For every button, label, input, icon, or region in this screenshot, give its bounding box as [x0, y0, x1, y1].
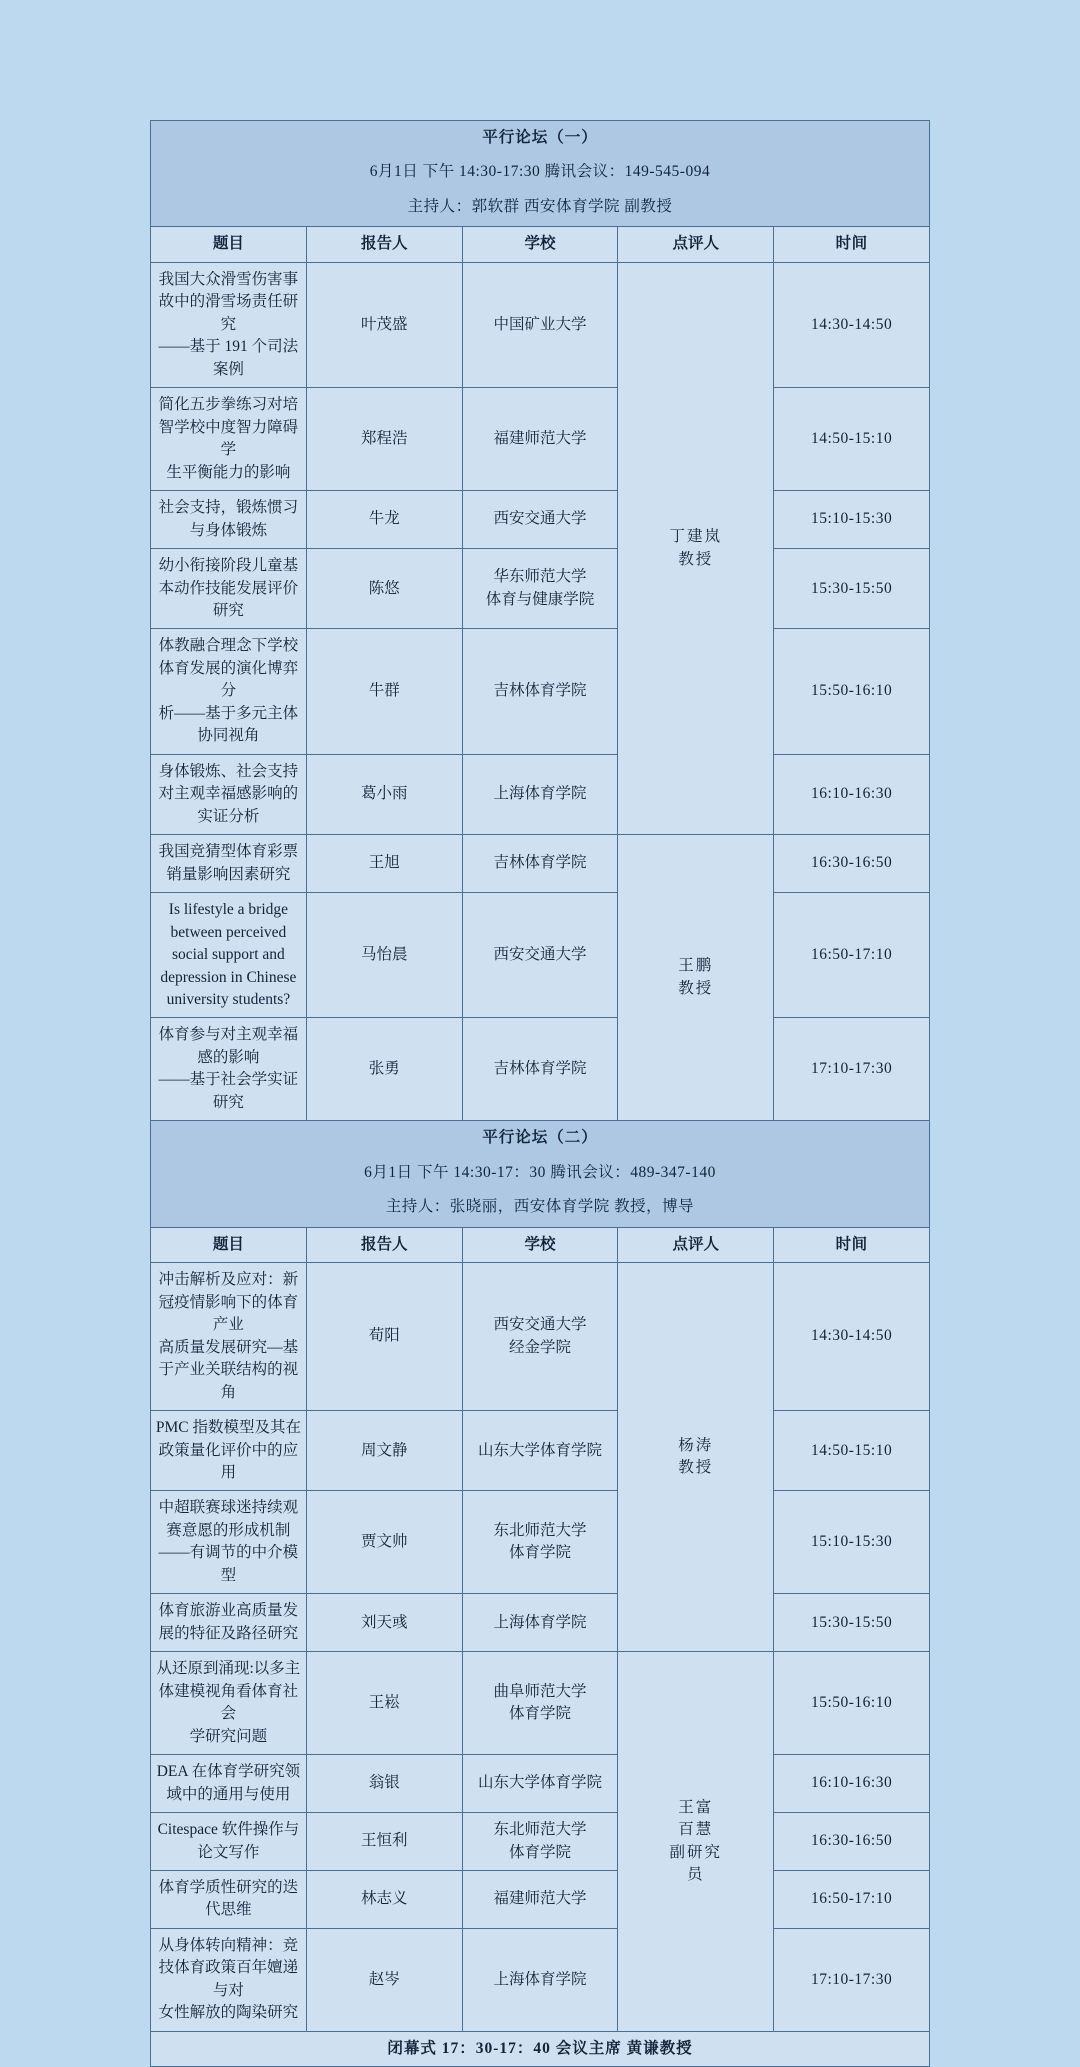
session-school: 吉林体育学院 — [462, 1018, 618, 1121]
session-title: Is lifestyle a bridge between perceived social support and depression in Chinese university students? — [151, 893, 307, 1018]
table-row — [151, 491, 930, 549]
schedule-table — [150, 120, 930, 2067]
forum-host-row — [151, 1190, 930, 1227]
session-speaker: 林志义 — [306, 1871, 462, 1929]
session-time: 15:50-16:10 — [774, 1652, 930, 1755]
session-time: 16:50-17:10 — [774, 893, 930, 1018]
session-title: 身体锻炼、社会支持对主观幸福感影响的 实证分析 — [151, 754, 307, 834]
session-school: 福建师范大学 — [462, 1871, 618, 1929]
forum-host: 主持人：张晓丽，西安体育学院 教授，博导 — [151, 1190, 930, 1227]
closing-row — [151, 2031, 930, 2066]
column-header-row — [151, 227, 930, 262]
session-time: 14:50-15:10 — [774, 388, 930, 491]
session-title: 我国大众滑雪伤害事故中的滑雪场责任研究 ——基于 191 个司法案例 — [151, 262, 307, 387]
forum-datetime-meeting: 6月1日 下午 14:30-17:30 腾讯会议：149-545-094 — [151, 155, 930, 189]
column-header-reviewer: 点评人 — [618, 227, 774, 262]
forum-title: 平行论坛（二） — [151, 1121, 930, 1156]
session-reviewer: 王富 百慧 副研究 员 — [618, 1652, 774, 2032]
session-reviewer: 杨涛 教授 — [618, 1263, 774, 1652]
session-title: PMC 指数模型及其在政策量化评价中的应用 — [151, 1411, 307, 1491]
session-time: 16:50-17:10 — [774, 1871, 930, 1929]
session-school: 西安交通大学 — [462, 491, 618, 549]
session-school: 华东师范大学 体育与健康学院 — [462, 549, 618, 629]
session-speaker: 马怡晨 — [306, 893, 462, 1018]
table-row — [151, 549, 930, 629]
column-header-speaker: 报告人 — [306, 1227, 462, 1262]
session-school: 东北师范大学 体育学院 — [462, 1813, 618, 1871]
session-title: 社会支持，锻炼惯习与身体锻炼 — [151, 491, 307, 549]
table-row — [151, 1755, 930, 1813]
session-school: 西安交通大学 — [462, 893, 618, 1018]
column-header-time: 时间 — [774, 227, 930, 262]
session-title: 冲击解析及应对：新冠疫情影响下的体育产业 高质量发展研究—基于产业关联结构的视角 — [151, 1263, 307, 1411]
table-row — [151, 262, 930, 387]
session-title: Citespace 软件操作与论文写作 — [151, 1813, 307, 1871]
session-time: 15:50-16:10 — [774, 629, 930, 754]
session-school: 曲阜师范大学 体育学院 — [462, 1652, 618, 1755]
session-speaker: 翁银 — [306, 1755, 462, 1813]
session-title: 体教融合理念下学校体育发展的演化博弈分 析——基于多元主体协同视角 — [151, 629, 307, 754]
session-time: 15:10-15:30 — [774, 1491, 930, 1594]
column-header-row — [151, 1227, 930, 1262]
table-row — [151, 893, 930, 1018]
session-time: 14:30-14:50 — [774, 262, 930, 387]
table-row — [151, 1263, 930, 1411]
table-row — [151, 1652, 930, 1755]
table-row — [151, 835, 930, 893]
column-header-title: 题目 — [151, 227, 307, 262]
session-school: 福建师范大学 — [462, 388, 618, 491]
forum-host-row — [151, 190, 930, 227]
session-title: 体育学质性研究的迭代思维 — [151, 1871, 307, 1929]
session-speaker: 荀阳 — [306, 1263, 462, 1411]
session-speaker: 赵岑 — [306, 1928, 462, 2031]
session-title: 中超联赛球迷持续观赛意愿的形成机制 ——有调节的中介模型 — [151, 1491, 307, 1594]
session-time: 14:50-15:10 — [774, 1411, 930, 1491]
session-speaker: 王恒利 — [306, 1813, 462, 1871]
session-speaker: 王崧 — [306, 1652, 462, 1755]
table-row — [151, 1928, 930, 2031]
session-school: 东北师范大学 体育学院 — [462, 1491, 618, 1594]
table-row — [151, 1871, 930, 1929]
session-reviewer: 王鹏 教授 — [618, 835, 774, 1121]
session-title: 从身体转向精神：竞技体育政策百年嬗递与对 女性解放的陶染研究 — [151, 1928, 307, 2031]
forum-title: 平行论坛（一） — [151, 121, 930, 156]
session-school: 上海体育学院 — [462, 1928, 618, 2031]
session-time: 15:30-15:50 — [774, 549, 930, 629]
session-speaker: 陈悠 — [306, 549, 462, 629]
session-title: 幼小衔接阶段儿童基本动作技能发展评价研究 — [151, 549, 307, 629]
column-header-school: 学校 — [462, 1227, 618, 1262]
table-row — [151, 629, 930, 754]
session-time: 15:10-15:30 — [774, 491, 930, 549]
column-header-school: 学校 — [462, 227, 618, 262]
session-school: 吉林体育学院 — [462, 835, 618, 893]
session-title: DEA 在体育学研究领域中的通用与使用 — [151, 1755, 307, 1813]
session-speaker: 王旭 — [306, 835, 462, 893]
session-time: 16:30-16:50 — [774, 835, 930, 893]
closing-ceremony: 闭幕式 17：30-17：40 会议主席 黄谦教授 — [151, 2031, 930, 2066]
session-time: 17:10-17:30 — [774, 1018, 930, 1121]
forum-title-row — [151, 1121, 930, 1156]
forum-datetime-meeting: 6月1日 下午 14:30-17：30 腾讯会议：489-347-140 — [151, 1156, 930, 1190]
session-school: 吉林体育学院 — [462, 629, 618, 754]
forum-host: 主持人：郭软群 西安体育学院 副教授 — [151, 190, 930, 227]
session-school: 山东大学体育学院 — [462, 1755, 618, 1813]
session-time: 16:10-16:30 — [774, 1755, 930, 1813]
forum-title-row — [151, 121, 930, 156]
session-time: 14:30-14:50 — [774, 1263, 930, 1411]
table-row — [151, 1411, 930, 1491]
session-speaker: 葛小雨 — [306, 754, 462, 834]
table-row — [151, 1491, 930, 1594]
session-title: 简化五步拳练习对培智学校中度智力障碍学 生平衡能力的影响 — [151, 388, 307, 491]
session-title: 体育旅游业高质量发展的特征及路径研究 — [151, 1594, 307, 1652]
session-title: 体育参与对主观幸福感的影响 ——基于社会学实证研究 — [151, 1018, 307, 1121]
session-time: 16:10-16:30 — [774, 754, 930, 834]
column-header-time: 时间 — [774, 1227, 930, 1262]
session-time: 15:30-15:50 — [774, 1594, 930, 1652]
session-title: 我国竞猜型体育彩票销量影响因素研究 — [151, 835, 307, 893]
session-school: 西安交通大学 经金学院 — [462, 1263, 618, 1411]
table-row — [151, 1018, 930, 1121]
column-header-title: 题目 — [151, 1227, 307, 1262]
session-speaker: 周文静 — [306, 1411, 462, 1491]
session-speaker: 刘天彧 — [306, 1594, 462, 1652]
session-speaker: 张勇 — [306, 1018, 462, 1121]
session-school: 上海体育学院 — [462, 754, 618, 834]
session-time: 17:10-17:30 — [774, 1928, 930, 2031]
session-school: 上海体育学院 — [462, 1594, 618, 1652]
session-speaker: 牛龙 — [306, 491, 462, 549]
session-reviewer: 丁建岚 教授 — [618, 262, 774, 834]
session-school: 山东大学体育学院 — [462, 1411, 618, 1491]
session-school: 中国矿业大学 — [462, 262, 618, 387]
forum-meta-row — [151, 155, 930, 189]
forum-meta-row — [151, 1156, 930, 1190]
session-title: 从还原到涌现:以多主体建模视角看体育社会 学研究问题 — [151, 1652, 307, 1755]
session-time: 16:30-16:50 — [774, 1813, 930, 1871]
column-header-reviewer: 点评人 — [618, 1227, 774, 1262]
table-row — [151, 754, 930, 834]
table-row — [151, 1594, 930, 1652]
table-row — [151, 1813, 930, 1871]
session-speaker: 牛群 — [306, 629, 462, 754]
table-row — [151, 388, 930, 491]
column-header-speaker: 报告人 — [306, 227, 462, 262]
session-speaker: 贾文帅 — [306, 1491, 462, 1594]
session-speaker: 叶茂盛 — [306, 262, 462, 387]
session-speaker: 郑程浩 — [306, 388, 462, 491]
